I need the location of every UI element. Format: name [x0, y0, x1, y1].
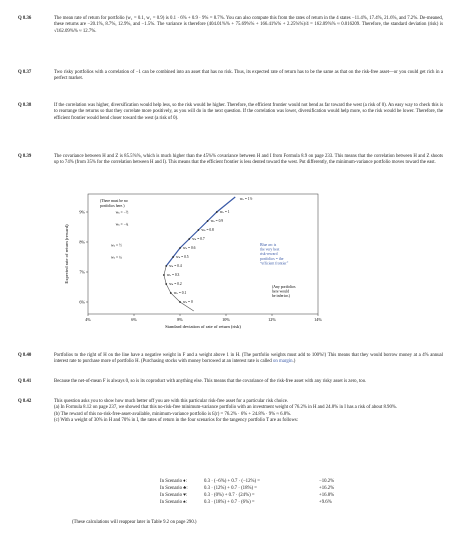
- annotation-inferior: (Any portfolios: [272, 285, 296, 289]
- answer-part-c: (c) With a weight of 30% in H and 70% in I, the rates of return in the four scenarios for the tangency portfolio T are as follows:: [54, 417, 299, 423]
- annotation-inferior: be inferior.): [272, 294, 290, 299]
- scenario-row: [160, 499, 349, 506]
- question-answer: The mean rate of return for portfolio (w₁ = 0.1, w₁ = 0.9) is 0.1 · 6% + 0.9 · 9% = 8.7%. You can also compute this from the rates of return in the 4 states −11.4%, 17.4%, 21.6%, and 7.2%. De-meaned, these returns are −20.1%, 8.7%, 12.9%, and −1.5%. The variance is therefore (404.01%% + 75.69%% + 166.41%% + 2.25%%)/4 = 162.09%% ≈ 0.016209. Therefore, the standard deviation (risk) is √162.09%% ≈ 12.7%.: [54, 16, 443, 34]
- annotation-efficient-frontier: risk-reward: [260, 252, 278, 257]
- scenario-result: +9.6%: [319, 500, 332, 505]
- x-tick-label: 10%: [222, 317, 230, 322]
- y-tick-label: 7%: [79, 269, 85, 275]
- scenario-expression: 0.3 · (12%) + 0.7 · (18%) =: [204, 486, 257, 491]
- data-point: [172, 256, 174, 258]
- annotation-text: portfolios here.): [100, 204, 125, 208]
- x-tick-label: 12%: [268, 317, 276, 322]
- y-tick-label: 8%: [79, 239, 85, 245]
- data-point-label: wₕ = 0: [183, 300, 193, 305]
- annotation-text: wₕ = ½: [111, 243, 122, 248]
- question-number: Q 8.37: [18, 70, 32, 75]
- data-point: [179, 301, 181, 303]
- x-axis-label: Standard deviation of rate of return (risk): [165, 324, 241, 329]
- question-number: Q 8.38: [18, 103, 32, 108]
- question-number: Q 8.42: [18, 399, 32, 404]
- data-point: [207, 220, 209, 222]
- scenario-label: In Scenario ♣:: [160, 486, 188, 491]
- data-point-label: wₕ = 0.5: [176, 255, 189, 260]
- scenario-expression: 0.3 · (18%) + 0.7 · (6%) =: [204, 500, 255, 505]
- data-point-label: wₕ = 0.2: [169, 282, 182, 287]
- data-point: [216, 211, 218, 213]
- data-point-label: wₕ = 0.1: [173, 291, 187, 296]
- question-number: Q 8.40: [18, 353, 32, 358]
- scenario-label: In Scenario ♦:: [160, 479, 187, 484]
- data-point-label: wₕ = 0.8: [201, 228, 214, 233]
- data-point: [179, 247, 181, 249]
- annotation-efficient-frontier: portfolios = the: [260, 256, 284, 261]
- scenario-expression: 0.3 · (0%) + 0.7 · (24%) =: [204, 493, 255, 498]
- annotation-efficient-frontier: Blue arc is: [260, 243, 277, 247]
- annotation-efficient-frontier: “efficient frontier”: [260, 261, 289, 266]
- data-point: [188, 238, 190, 240]
- data-point: [163, 274, 165, 276]
- data-point-label: wₕ = 0.9: [210, 219, 224, 224]
- question-answer: Two risky portfolios with a correlation of −1 can be combined into an asset that has no risk. Thus, its expected rate of return has to be the same as that on the risk-free asset—or you could get rich in a perfect market.: [54, 70, 443, 82]
- answer-text: Portfolios to the right of H on the line have a negative weight in F and a weight above 1 in H. (The portfolio weights must add to 100%!) This means that they would borrow money at a 4% annual interest rate to purchase more of portfolio H. (Purchasing stocks with money borrowed at an interest rate is called: [54, 353, 443, 365]
- footnote: (These calculations will reappear later in Table 9.2 on page 290.): [72, 520, 197, 525]
- data-point-label: wₕ = 0.7: [192, 237, 205, 242]
- data-point: [165, 283, 167, 285]
- annotation-text: wₕ = −½: [115, 210, 129, 215]
- annotation-inferior: here would: [272, 289, 289, 294]
- annotation-text: wₕ = −¼: [115, 222, 129, 227]
- scenario-row: [160, 492, 349, 499]
- x-tick-label: 14%: [314, 317, 322, 322]
- x-tick-label: 4%: [85, 317, 91, 322]
- annotation-text: (There must be no: [100, 199, 128, 203]
- answer-intro: This question asks you to show how much better off you are with this particular risk-free asset for a particular risk choice.: [54, 399, 289, 404]
- annotation-text: wₕ = 1½: [239, 197, 253, 201]
- question-answer: The covariance between H and Z is 85.5%%, which is much higher than the 45%% covariance between H and I from Formula 8.9 on page 233. This means that the correlation between H and Z shoots up to 74% (from 35% for the correlation between H and I). This means that the efficient frontier is less dented toward the west. Put differently, the minimum-variance portfolio moves toward the east.: [54, 154, 443, 166]
- question-answer: Because the net-of-mean F is always 0, so is its coproduct with anything else. This means that the covariance of the risk-free asset with any risky asset is zero, too.: [54, 379, 367, 384]
- question-answer: [54, 353, 443, 366]
- data-point-label: wₕ = 0.3: [166, 273, 180, 278]
- question-number: Q 8.39: [18, 154, 32, 159]
- scenario-result: −10.2%: [319, 479, 335, 484]
- data-point: [198, 229, 200, 231]
- x-tick-label: 6%: [131, 317, 137, 322]
- chart-annotations: [100, 197, 296, 298]
- data-point-label: wₕ = 0.4: [169, 264, 182, 269]
- question-number: Q 8.41: [18, 379, 32, 384]
- data-point-label: wₕ = 0.6: [183, 246, 196, 251]
- y-axis-label: Expected rate of return (reward): [64, 224, 69, 284]
- scenario-label: In Scenario ♥:: [160, 493, 188, 498]
- data-point: [170, 292, 172, 294]
- scenario-table: [160, 478, 349, 506]
- answer-text-end: .): [292, 359, 296, 365]
- question-answer: If the correlation was higher, diversification would help less, so the risk would be higher. Therefore, the efficient frontier would not bend as far toward the west (a risk of 0). An easy way to check this is to rearrange the returns so that they correlate more positively, as you will do in the next question. If the correlation was lower, diversification would help more, so the risk would be lower. Therefore, the efficient frontier would bend closer toward the west (a risk of 0).: [54, 103, 443, 121]
- data-point-label: wₕ = 1: [219, 210, 230, 215]
- question-number: Q 8.36: [18, 16, 32, 21]
- y-tick-label: 6%: [79, 299, 85, 305]
- scenario-expression: 0.3 · (−6%) + 0.7 · (−12%) =: [204, 479, 260, 484]
- on-margin-link[interactable]: on margin: [273, 359, 293, 365]
- annotation-text: wₕ = ¼: [111, 255, 122, 260]
- scenario-result: +16.8%: [319, 493, 335, 498]
- scenario-result: +16.2%: [319, 486, 335, 491]
- answer-part-a: (a) In Formula 8.12 on page 237, we showed that this no-risk-free minimum-variance portfolio with an investment weight of 76.2% in H and 24.8% in I has a risk of about 8.90%.: [54, 405, 398, 411]
- y-tick-label: 9%: [79, 209, 85, 215]
- question-answer: [54, 399, 443, 424]
- answer-part-b: (b) The reward of this no-risk-free-asset-available, minimum-variance portfolio is Ɛ(r) = 76.2% · 6% + 24.8% · 9% ≈ 6.8%.: [54, 411, 292, 417]
- scenario-row: [160, 485, 349, 492]
- scenario-row: [160, 478, 349, 485]
- x-tick-label: 8%: [177, 317, 183, 322]
- scenario-label: In Scenario ♠:: [160, 500, 188, 505]
- chart-points: [163, 210, 230, 304]
- data-point: [165, 265, 167, 267]
- annotation-efficient-frontier: the very best: [260, 247, 280, 252]
- efficient-frontier-chart: [60, 188, 360, 338]
